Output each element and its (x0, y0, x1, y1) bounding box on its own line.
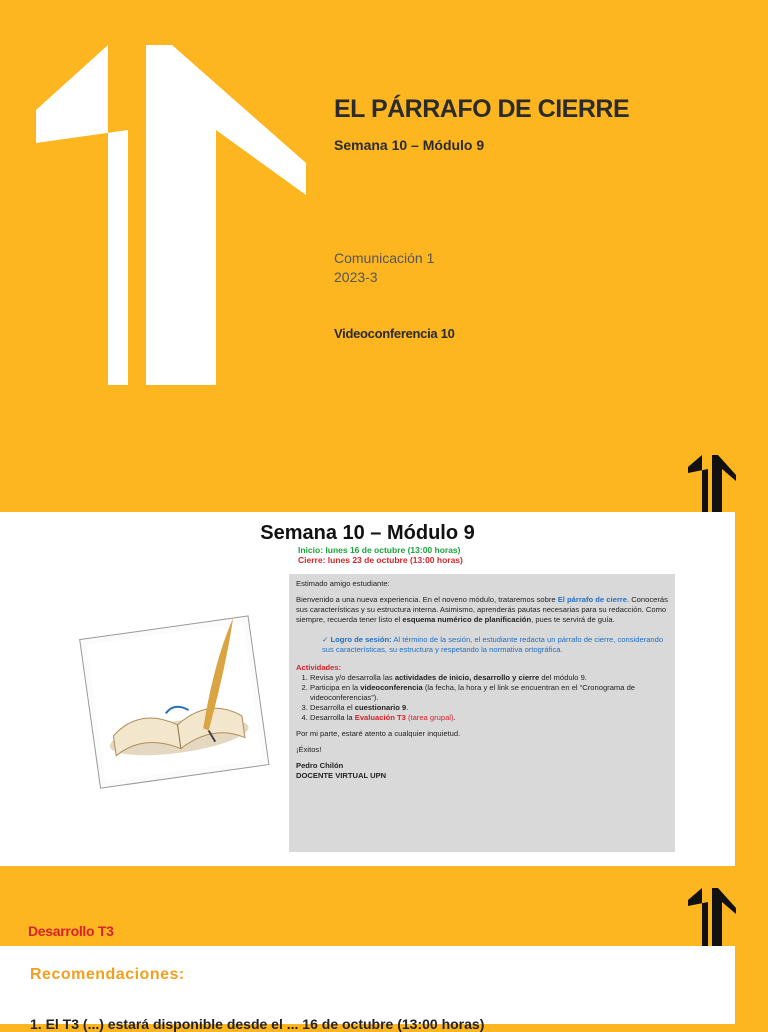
act2-bold: videoconferencia (360, 683, 423, 692)
session-goal (322, 635, 668, 655)
session-label: Videoconferencia 10 (334, 326, 455, 341)
start-date: Inicio: lunes 16 de octubre (13:00 horas) (298, 545, 461, 555)
course-term: 2023-3 (334, 269, 378, 285)
goal-text: Al término de la sesión, el estudiante redacta un párrafo de cierre, considerando sus características, su estructura y respetando la normativa ortográfica. (322, 635, 664, 654)
list-item (310, 673, 668, 683)
signature-name: Pedro Chilón (296, 761, 344, 770)
recommendation-line: 1. El T3 (...) estará disponible desde el ... 16 de octubre (13:00 horas) (30, 1016, 485, 1032)
activities-list (296, 673, 668, 723)
upn-small-logo-icon (688, 455, 736, 513)
book-quill-image (70, 607, 280, 807)
exitos-text: ¡Éxitos! (296, 745, 322, 754)
act2-end: (la fecha, la hora y el link se encuentran en el “Cronograma de videoconferencias”). (310, 683, 636, 702)
act2-text: Participa en la (310, 683, 361, 692)
section-heading: Desarrollo T3 (28, 923, 114, 939)
act4-bold: Evaluación T3 (354, 713, 406, 722)
act3-bold: cuestionario 9 (354, 703, 407, 712)
upn-small-logo-icon-2 (688, 888, 736, 946)
act3-end: . (406, 703, 409, 712)
module-slide (0, 512, 735, 866)
page-subtitle: Semana 10 – Módulo 9 (334, 137, 485, 153)
intro-paragraph (296, 595, 668, 625)
list-item (310, 713, 668, 723)
end-date: Cierre: lunes 23 de octubre (13:00 horas) (298, 555, 463, 565)
act4-end: . (453, 713, 456, 722)
act1-end: del módulo 9. (539, 673, 587, 682)
message-panel (289, 574, 675, 852)
intro-text-3: , pues te servirá de guía. (531, 615, 615, 624)
act4-note: (tarea grupal) (405, 713, 454, 722)
signature (296, 761, 668, 781)
recommendations-title: Recomendaciones: (30, 966, 185, 983)
act3-text: Desarrolla el (310, 703, 355, 712)
activities-title: Actividades: (296, 663, 342, 672)
goal-label: Logro de sesión: (330, 635, 392, 644)
recommendations-band (0, 946, 735, 1032)
act1-text: Revisa y/o desarrolla las (310, 673, 395, 682)
closing-text: Por mi parte, estaré atento a cualquier inquietud. (296, 729, 461, 738)
course-name: Comunicación 1 (334, 250, 435, 266)
cover-slide (0, 0, 768, 512)
list-item (310, 703, 668, 713)
checkmark-icon: ✓ (322, 635, 331, 644)
list-item (310, 683, 668, 703)
intro-topic: El párrafo de cierre (557, 595, 627, 604)
module-title: Semana 10 – Módulo 9 (260, 522, 475, 544)
course-info (334, 249, 434, 287)
t3-slide (0, 866, 768, 1032)
upn-logo-icon (36, 45, 306, 385)
greeting: Estimado amigo estudiante: (296, 579, 390, 588)
act1-bold: actividades de inicio, desarrollo y cierre (394, 673, 540, 682)
act4-text: Desarrolla la (310, 713, 355, 722)
intro-text-2: . Conocerás sus características y su estructura interna. Asimismo, aprenderás pautas necesarias para su redacción. Como siempre, recuerda tener listo el (296, 595, 668, 624)
page-title: EL PÁRRAFO DE CIERRE (334, 95, 630, 123)
signature-role: DOCENTE VIRTUAL UPN (296, 771, 387, 780)
intro-text-1: Bienvenido a una nueva experiencia. En el noveno módulo, trataremos sobre (296, 595, 558, 604)
intro-bold: esquema numérico de planificación (402, 615, 532, 624)
